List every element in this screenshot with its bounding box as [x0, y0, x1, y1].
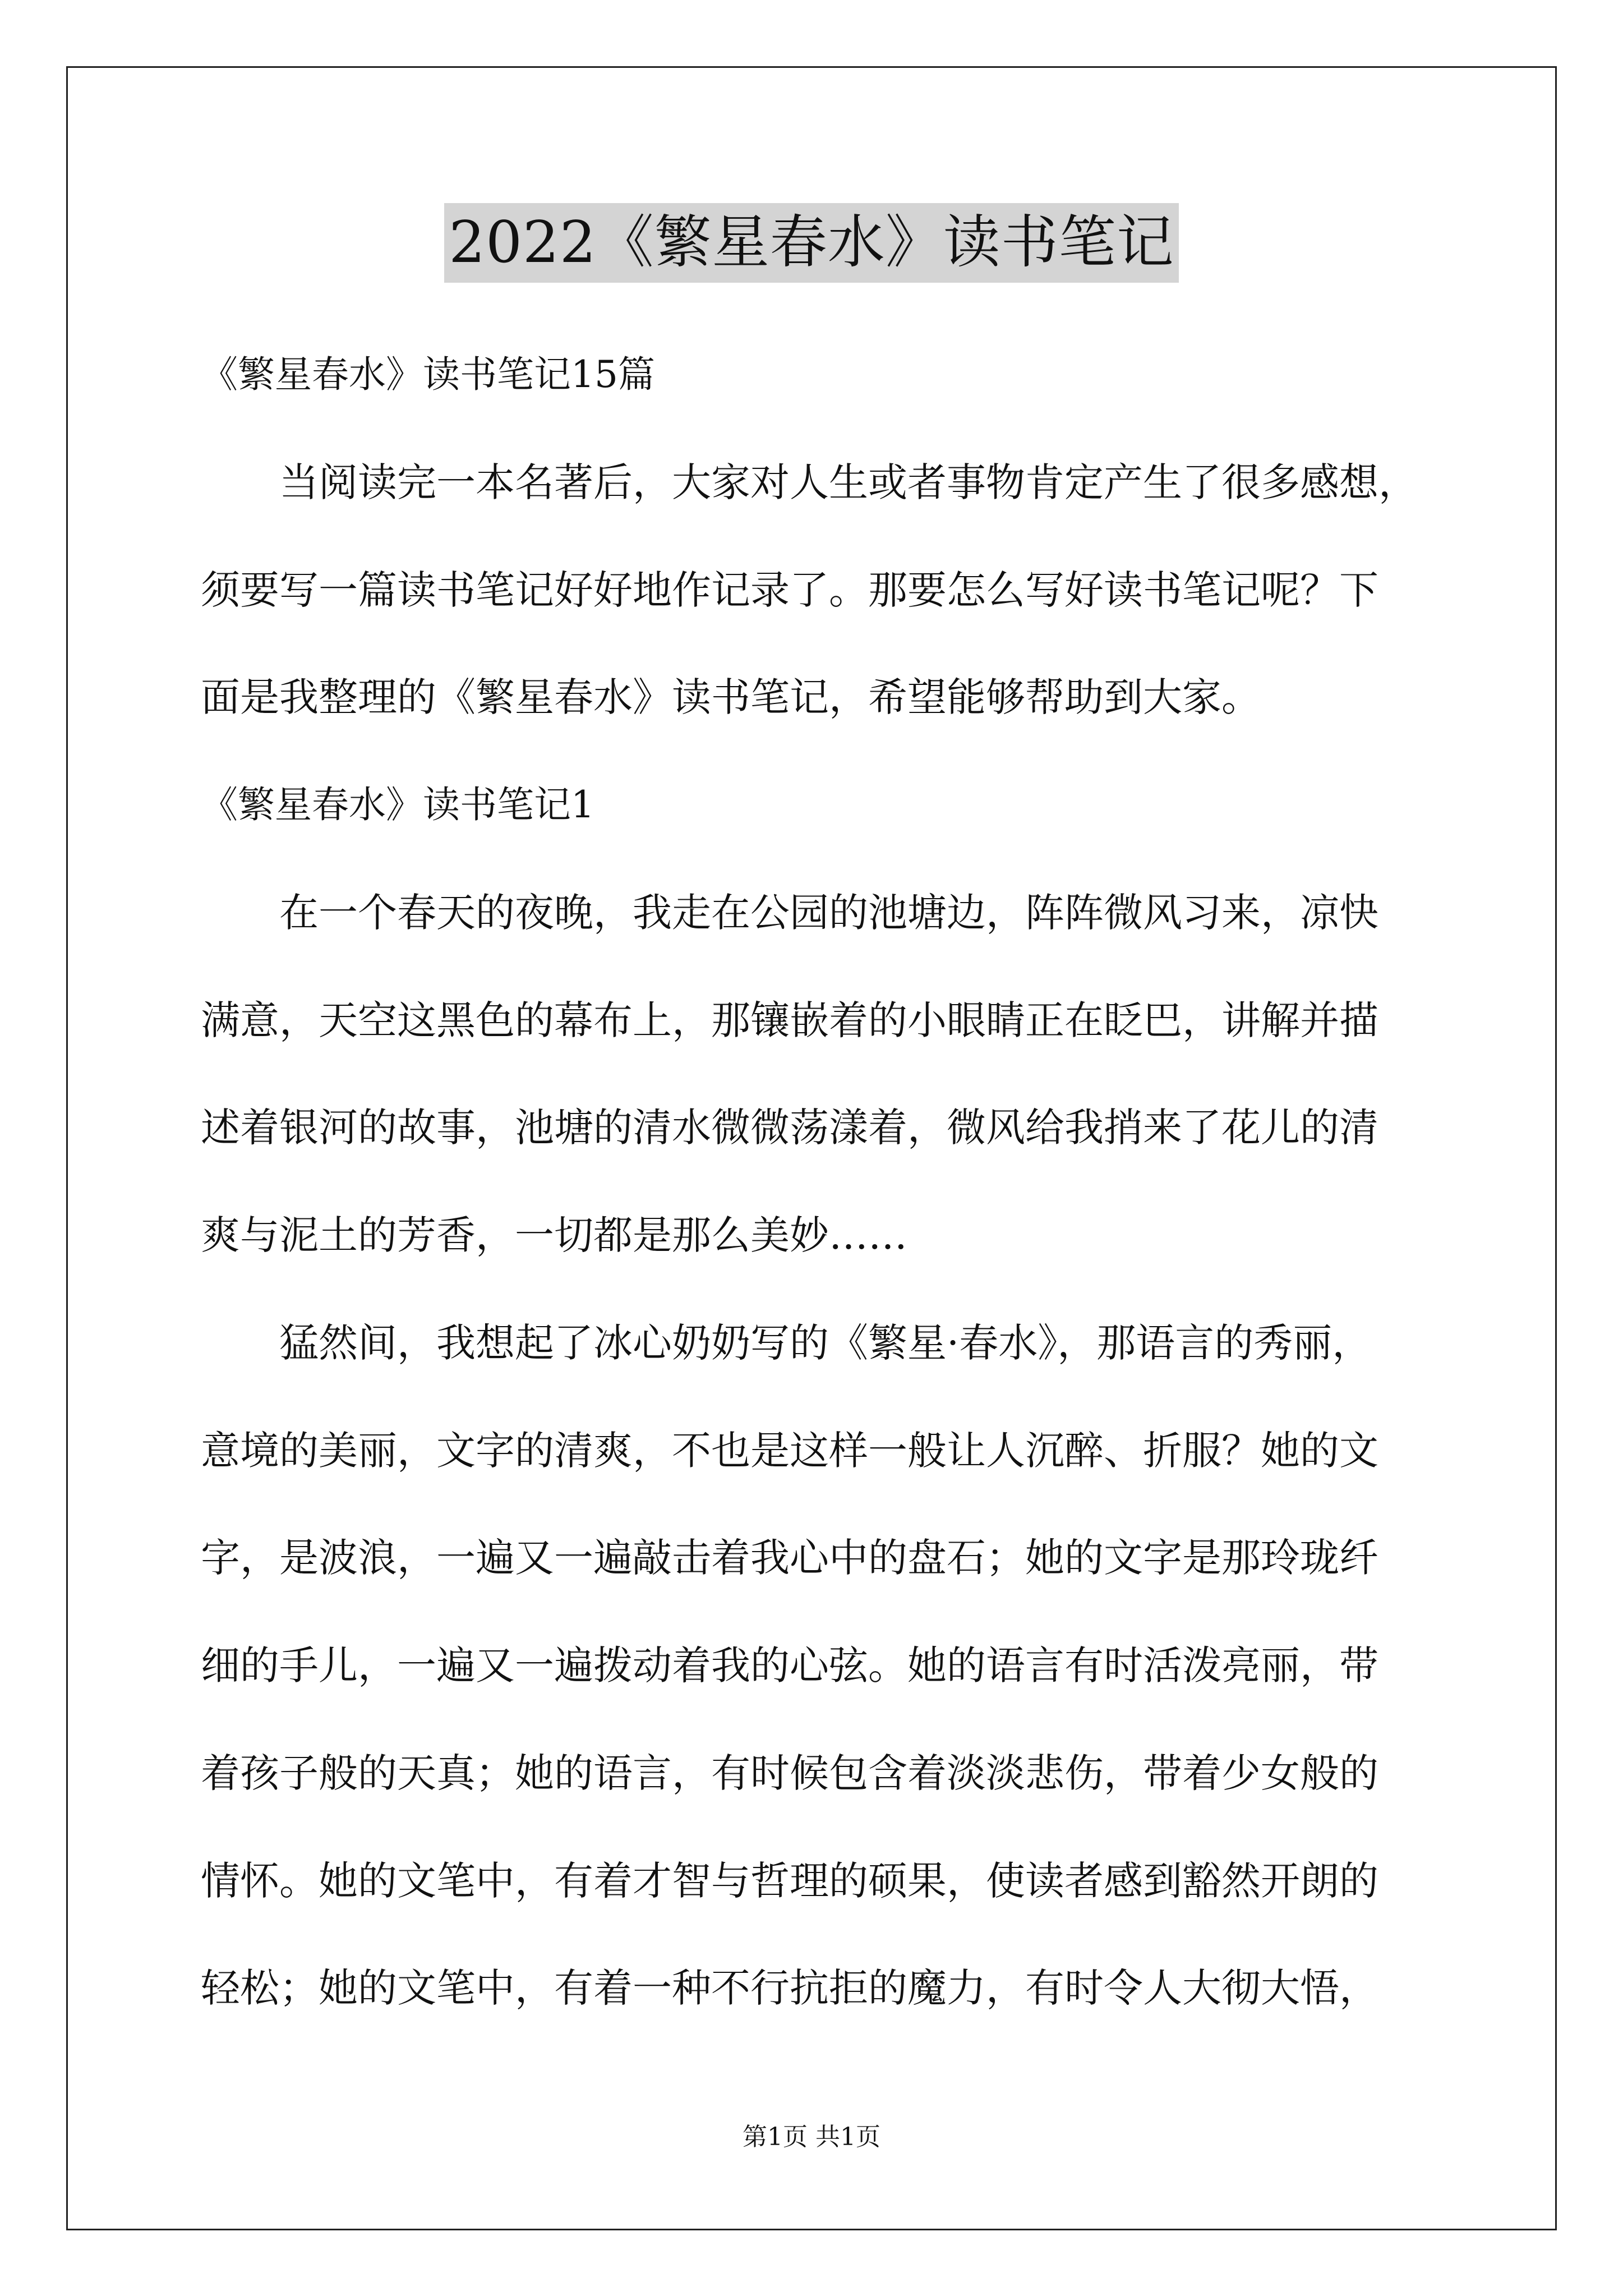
paragraph-line: 意境的美丽，文字的清爽，不也是这样一般让人沉醉、折服？她的文: [201, 1428, 1378, 1474]
paragraph-line: 轻松；她的文笔中，有着一种不行抗拒的魔力，有时令人大彻大悟，: [201, 1965, 1378, 2011]
paragraph-line: 字，是波浪，一遍又一遍敲击着我心中的盘石；她的文字是那玲珑纤: [201, 1535, 1378, 1581]
intro-line: 面是我整理的《繁星春水》读书笔记，希望能够帮助到大家。: [201, 674, 1261, 720]
paragraph-line: 在一个春天的夜晚，我走在公园的池塘边，阵阵微风习来，凉快: [279, 890, 1378, 936]
paragraph-line: 细的手儿，一遍又一遍拨动着我的心弦。她的语言有时活泼亮丽，带: [201, 1642, 1378, 1688]
subtitle: 《繁星春水》读书笔记15篇: [201, 353, 655, 396]
paragraph-line: 爽与泥土的芳香，一切都是那么美妙……: [201, 1212, 907, 1258]
title-container: [0, 203, 1623, 283]
section-heading: 《繁星春水》读书笔记1: [201, 783, 594, 826]
page-footer: 第1页 共1页: [743, 2123, 880, 2151]
intro-line: 当阅读完一本名著后，大家对人生或者事物肯定产生了很多感想，: [279, 459, 1418, 505]
intro-line: 须要写一篇读书笔记好好地作记录了。那要怎么写好读书笔记呢？下: [201, 567, 1378, 613]
paragraph-line: 满意，天空这黑色的幕布上，那镶嵌着的小眼睛正在眨巴，讲解并描: [201, 997, 1378, 1043]
paragraph-line: 述着银河的故事，池塘的清水微微荡漾着，微风给我捎来了花儿的清: [201, 1105, 1378, 1151]
document-title: 2022《繁星春水》读书笔记: [444, 203, 1179, 283]
paragraph-line: 情怀。她的文笔中，有着才智与哲理的硕果，使读者感到豁然开朗的: [201, 1858, 1378, 1904]
paragraph-line: 着孩子般的天真；她的语言，有时候包含着淡淡悲伤，带着少女般的: [201, 1750, 1378, 1796]
paragraph-line: 猛然间，我想起了冰心奶奶写的《繁星·春水》，那语言的秀丽，: [279, 1320, 1372, 1366]
